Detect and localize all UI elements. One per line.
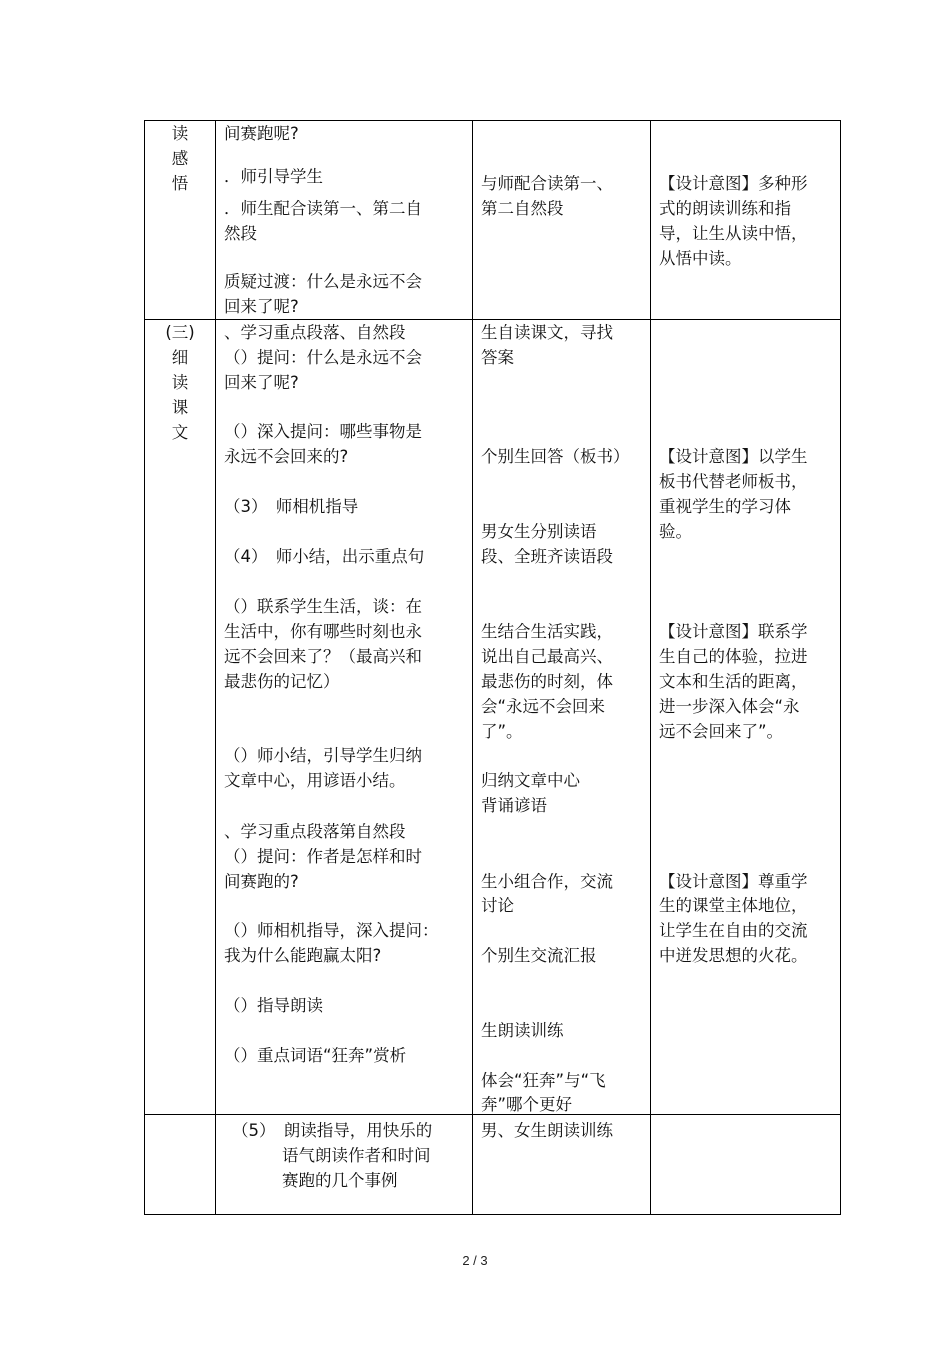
design-intent-text: 式的朗读训练和指 [659,199,791,218]
student-text: 生自读课文，寻找 [481,323,613,342]
student-text: 答案 [481,348,514,367]
teacher-text: （3） 师相机指导 [224,497,359,516]
design-intent-text: 重视学生的学习体 [659,497,791,516]
teacher-text: 间赛跑呢? [224,124,299,143]
stage-char: 感 [171,149,189,168]
teacher-text: 、学习重点段落、自然段 [224,323,406,342]
design-intent-text: 【设计意图】尊重学 [659,872,808,891]
teacher-text: （）重点词语“狂奔”赏析 [224,1046,407,1065]
column-divider [650,121,651,1214]
student-text: 说出自己最高兴、 [481,647,613,666]
teacher-text: 回来了呢? [224,297,299,316]
design-intent-text: 验。 [659,522,692,541]
column-divider [472,121,473,1214]
stage-cell-row2 [145,320,215,445]
student-text: 会“永远不会回来 [481,697,606,716]
teacher-text: 语气朗读作者和时间 [282,1146,431,1165]
teacher-text: （）提问：作者是怎样和时 [224,847,422,866]
teacher-text: 最悲伤的记忆） [224,672,340,691]
stage-char: 读 [171,124,189,143]
design-intent-text: 【设计意图】多种形 [659,174,808,193]
design-intent-text: 【设计意图】联系学 [659,622,808,641]
design-intent-text: 文本和生活的距离， [659,672,808,691]
teacher-text: 赛跑的几个事例 [282,1171,398,1190]
stage-char: 课 [171,398,189,417]
student-text: 讨论 [481,896,514,915]
student-text: 个别生交流汇报 [481,946,597,965]
teacher-text: （5） 朗读指导，用快乐的 [232,1121,433,1140]
teacher-text: 远不会回来了？（最高兴和 [224,647,422,666]
teacher-text: 然段 [224,224,257,243]
teacher-text: （4） 师小结，出示重点句 [224,547,425,566]
lesson-plan-table [144,120,841,1215]
student-text: 背诵谚语 [481,796,547,815]
student-text: 男女生分别读语 [481,522,597,541]
design-intent-text: 中迸发思想的火花。 [659,946,808,965]
teacher-text: 我为什么能跑赢太阳? [224,946,382,965]
design-intent-text: 生自己的体验，拉进 [659,647,808,666]
design-intent-text: 生的课堂主体地位， [659,896,808,915]
teacher-text: ．师生配合读第一、第二自 [224,199,422,218]
student-text: 生朗读训练 [481,1021,564,1040]
teacher-text: 、学习重点段落第自然段 [224,822,406,841]
teacher-text: 文章中心，用谚语小结。 [224,771,406,790]
teacher-text: 间赛跑的? [224,872,299,891]
teacher-text: （）师相机指导，深入提问： [224,921,439,940]
stage-char: 悟 [171,174,189,193]
design-intent-text: 进一步深入体会“永 [659,697,800,716]
student-text: 与师配合读第一、 [481,174,613,193]
stage-char: (三) [165,323,195,342]
page-number: 2 / 3 [462,1253,488,1268]
design-intent-text: 让学生在自由的交流 [659,921,808,940]
teacher-text: 永远不会回来的? [224,447,349,466]
design-intent-text: 【设计意图】以学生 [659,447,808,466]
teacher-text: （）深入提问：哪些事物是 [224,422,422,441]
teacher-text: 回来了呢? [224,373,299,392]
design-intent-text: 从悟中读。 [659,249,742,268]
student-text: 男、女生朗读训练 [481,1121,613,1140]
stage-cell-row1 [145,121,215,196]
student-text: 最悲伤的时刻，体 [481,672,613,691]
student-text: 生小组合作，交流 [481,872,613,891]
teacher-text: （）师小结，引导学生归纳 [224,746,422,765]
student-text: 归纳文章中心 [481,771,580,790]
teacher-text: 质疑过渡：什么是永远不会 [224,272,422,291]
teacher-text: （）提问：什么是永远不会 [224,348,422,367]
student-text: 体会“狂奔”与“飞 [481,1071,606,1090]
teacher-text: ．师引导学生 [224,167,323,186]
student-text: 第二自然段 [481,199,564,218]
student-text: 奔”哪个更好 [481,1095,573,1114]
student-text: 生结合生活实践， [481,622,613,641]
column-divider [215,121,216,1214]
stage-char: 细 [171,348,189,367]
stage-char: 文 [171,423,189,442]
design-intent-text: 导，让生从读中悟， [659,224,808,243]
student-text: 个别生回答（板书） [481,447,630,466]
design-intent-text: 板书代替老师板书， [659,472,808,491]
teacher-text: （）指导朗读 [224,996,323,1015]
teacher-text: 生活中，你有哪些时刻也永 [224,622,422,641]
teacher-text: （）联系学生生活，谈：在 [224,597,422,616]
stage-char: 读 [171,373,189,392]
student-text: 段、全班齐读语段 [481,547,613,566]
student-text: 了”。 [481,722,523,741]
design-intent-text: 远不会回来了”。 [659,722,784,741]
